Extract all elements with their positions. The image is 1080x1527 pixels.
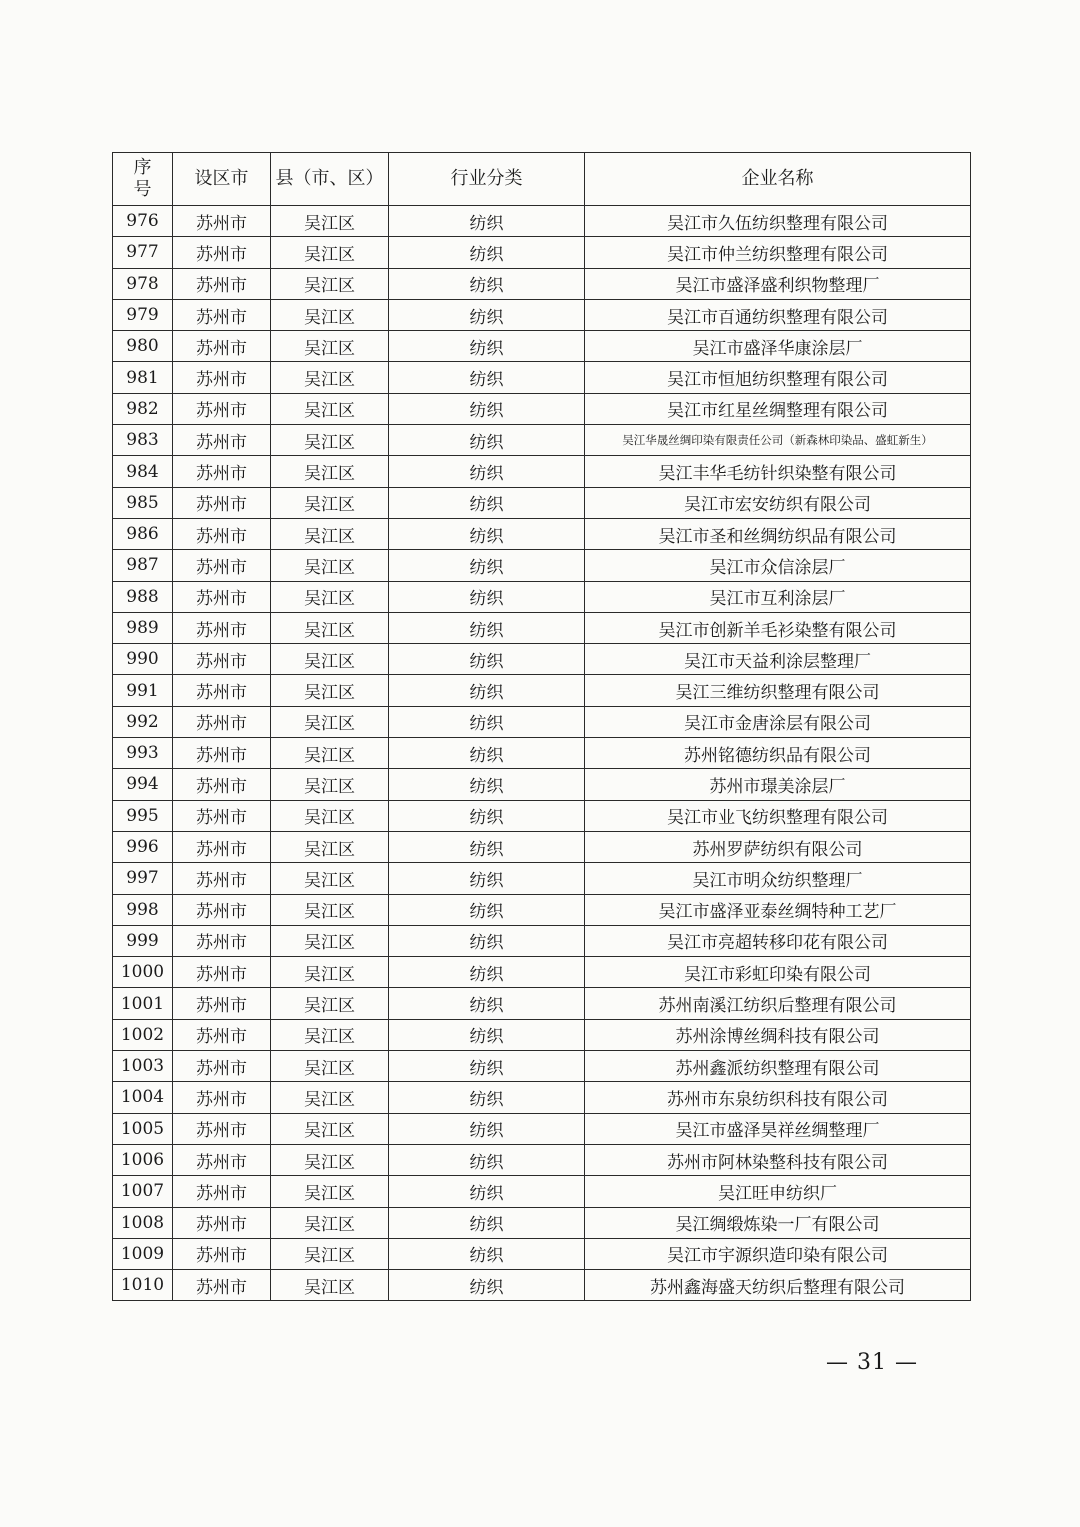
table-row <box>113 612 971 643</box>
cell-county: 吴江区 <box>271 1270 389 1301</box>
table-row <box>113 331 971 362</box>
cell-county: 吴江区 <box>271 1082 389 1113</box>
table-row <box>113 957 971 988</box>
cell-company: 吴江旺申纺织厂 <box>585 1176 971 1207</box>
cell-company: 吴江市红星丝绸整理有限公司 <box>585 393 971 424</box>
cell-company: 吴江市盛泽华康涂层厂 <box>585 331 971 362</box>
cell-county: 吴江区 <box>271 1019 389 1050</box>
cell-index: 990 <box>113 644 173 675</box>
header-county: 县（市、区） <box>271 153 389 206</box>
cell-county: 吴江区 <box>271 456 389 487</box>
cell-company: 吴江市业飞纺织整理有限公司 <box>585 800 971 831</box>
cell-company: 吴江市彩虹印染有限公司 <box>585 957 971 988</box>
cell-company: 吴江市盛泽盛利织物整理厂 <box>585 268 971 299</box>
cell-industry: 纺织 <box>389 1207 585 1238</box>
cell-city: 苏州市 <box>173 393 271 424</box>
table-row <box>113 206 971 237</box>
table-row <box>113 988 971 1019</box>
cell-index: 1006 <box>113 1144 173 1175</box>
cell-city: 苏州市 <box>173 1019 271 1050</box>
table-row <box>113 831 971 862</box>
cell-company: 苏州鑫派纺织整理有限公司 <box>585 1051 971 1082</box>
cell-city: 苏州市 <box>173 1238 271 1269</box>
cell-county: 吴江区 <box>271 393 389 424</box>
cell-index: 994 <box>113 769 173 800</box>
cell-industry: 纺织 <box>389 769 585 800</box>
cell-company: 苏州市阿林染整科技有限公司 <box>585 1144 971 1175</box>
cell-index: 981 <box>113 362 173 393</box>
cell-company: 苏州南溪江纺织后整理有限公司 <box>585 988 971 1019</box>
cell-industry: 纺织 <box>389 206 585 237</box>
cell-city: 苏州市 <box>173 1082 271 1113</box>
cell-city: 苏州市 <box>173 237 271 268</box>
table-row <box>113 675 971 706</box>
cell-index: 997 <box>113 863 173 894</box>
cell-industry: 纺织 <box>389 362 585 393</box>
cell-company: 吴江市百通纺织整理有限公司 <box>585 299 971 330</box>
cell-company: 吴江市盛泽亚泰丝绸特种工艺厂 <box>585 894 971 925</box>
cell-company: 吴江市创新羊毛衫染整有限公司 <box>585 612 971 643</box>
cell-industry: 纺织 <box>389 1113 585 1144</box>
cell-industry: 纺织 <box>389 550 585 581</box>
header-index-line1: 序 <box>133 157 152 178</box>
cell-city: 苏州市 <box>173 487 271 518</box>
cell-city: 苏州市 <box>173 1144 271 1175</box>
cell-index: 976 <box>113 206 173 237</box>
table-row <box>113 581 971 612</box>
cell-county: 吴江区 <box>271 487 389 518</box>
cell-company: 吴江市圣和丝绸纺织品有限公司 <box>585 518 971 549</box>
cell-city: 苏州市 <box>173 675 271 706</box>
cell-company: 吴江市天益利涂层整理厂 <box>585 644 971 675</box>
cell-county: 吴江区 <box>271 675 389 706</box>
cell-county: 吴江区 <box>271 237 389 268</box>
cell-index: 1009 <box>113 1238 173 1269</box>
cell-county: 吴江区 <box>271 1238 389 1269</box>
table-row <box>113 1176 971 1207</box>
cell-industry: 纺织 <box>389 1019 585 1050</box>
cell-company: 苏州鑫海盛天纺织后整理有限公司 <box>585 1270 971 1301</box>
cell-county: 吴江区 <box>271 331 389 362</box>
cell-index: 980 <box>113 331 173 362</box>
cell-industry: 纺织 <box>389 925 585 956</box>
cell-county: 吴江区 <box>271 612 389 643</box>
cell-city: 苏州市 <box>173 957 271 988</box>
cell-county: 吴江区 <box>271 800 389 831</box>
cell-city: 苏州市 <box>173 331 271 362</box>
cell-industry: 纺织 <box>389 456 585 487</box>
table-row <box>113 487 971 518</box>
cell-index: 979 <box>113 299 173 330</box>
header-index <box>113 153 173 206</box>
cell-index: 1010 <box>113 1270 173 1301</box>
cell-company: 吴江绸缎炼染一厂有限公司 <box>585 1207 971 1238</box>
enterprise-table <box>112 152 971 1301</box>
table-row <box>113 925 971 956</box>
cell-county: 吴江区 <box>271 268 389 299</box>
cell-county: 吴江区 <box>271 362 389 393</box>
cell-industry: 纺织 <box>389 738 585 769</box>
cell-index: 988 <box>113 581 173 612</box>
cell-city: 苏州市 <box>173 425 271 456</box>
cell-industry: 纺织 <box>389 518 585 549</box>
cell-index: 1008 <box>113 1207 173 1238</box>
cell-industry: 纺织 <box>389 1082 585 1113</box>
cell-index: 1000 <box>113 957 173 988</box>
cell-county: 吴江区 <box>271 738 389 769</box>
cell-county: 吴江区 <box>271 644 389 675</box>
cell-index: 993 <box>113 738 173 769</box>
table-body <box>113 206 971 1301</box>
cell-city: 苏州市 <box>173 362 271 393</box>
cell-index: 978 <box>113 268 173 299</box>
cell-index: 998 <box>113 894 173 925</box>
cell-city: 苏州市 <box>173 456 271 487</box>
cell-county: 吴江区 <box>271 425 389 456</box>
cell-company: 苏州市璟美涂层厂 <box>585 769 971 800</box>
cell-industry: 纺织 <box>389 1238 585 1269</box>
cell-county: 吴江区 <box>271 1176 389 1207</box>
cell-company: 吴江市盛泽昊祥丝绸整理厂 <box>585 1113 971 1144</box>
table-row <box>113 425 971 456</box>
cell-city: 苏州市 <box>173 706 271 737</box>
cell-industry: 纺织 <box>389 894 585 925</box>
cell-company: 吴江市仲兰纺织整理有限公司 <box>585 237 971 268</box>
cell-county: 吴江区 <box>271 925 389 956</box>
cell-county: 吴江区 <box>271 831 389 862</box>
cell-industry: 纺织 <box>389 863 585 894</box>
cell-city: 苏州市 <box>173 800 271 831</box>
cell-company: 吴江市恒旭纺织整理有限公司 <box>585 362 971 393</box>
table-row <box>113 1238 971 1269</box>
cell-industry: 纺织 <box>389 644 585 675</box>
cell-industry: 纺织 <box>389 268 585 299</box>
table-row <box>113 518 971 549</box>
cell-county: 吴江区 <box>271 1051 389 1082</box>
cell-city: 苏州市 <box>173 988 271 1019</box>
cell-company: 吴江市宇源织造印染有限公司 <box>585 1238 971 1269</box>
table-row <box>113 237 971 268</box>
cell-county: 吴江区 <box>271 894 389 925</box>
cell-industry: 纺织 <box>389 487 585 518</box>
cell-index: 985 <box>113 487 173 518</box>
cell-city: 苏州市 <box>173 1113 271 1144</box>
cell-industry: 纺织 <box>389 675 585 706</box>
cell-city: 苏州市 <box>173 1176 271 1207</box>
cell-index: 1004 <box>113 1082 173 1113</box>
cell-industry: 纺织 <box>389 237 585 268</box>
cell-county: 吴江区 <box>271 299 389 330</box>
table-row <box>113 456 971 487</box>
header-city: 设区市 <box>173 153 271 206</box>
header-company: 企业名称 <box>585 153 971 206</box>
cell-index: 995 <box>113 800 173 831</box>
cell-index: 1003 <box>113 1051 173 1082</box>
cell-city: 苏州市 <box>173 644 271 675</box>
table-row <box>113 706 971 737</box>
cell-industry: 纺织 <box>389 706 585 737</box>
cell-city: 苏州市 <box>173 299 271 330</box>
cell-index: 999 <box>113 925 173 956</box>
cell-county: 吴江区 <box>271 957 389 988</box>
cell-industry: 纺织 <box>389 831 585 862</box>
cell-company: 苏州罗萨纺织有限公司 <box>585 831 971 862</box>
cell-county: 吴江区 <box>271 550 389 581</box>
table-row <box>113 1113 971 1144</box>
cell-index: 996 <box>113 831 173 862</box>
cell-city: 苏州市 <box>173 550 271 581</box>
cell-city: 苏州市 <box>173 738 271 769</box>
table-row <box>113 863 971 894</box>
cell-county: 吴江区 <box>271 581 389 612</box>
cell-county: 吴江区 <box>271 1207 389 1238</box>
cell-city: 苏州市 <box>173 268 271 299</box>
cell-industry: 纺织 <box>389 299 585 330</box>
cell-city: 苏州市 <box>173 1051 271 1082</box>
cell-county: 吴江区 <box>271 769 389 800</box>
cell-city: 苏州市 <box>173 831 271 862</box>
cell-company: 吴江市互利涂层厂 <box>585 581 971 612</box>
table-row <box>113 894 971 925</box>
cell-county: 吴江区 <box>271 706 389 737</box>
table-row <box>113 299 971 330</box>
cell-city: 苏州市 <box>173 894 271 925</box>
cell-county: 吴江区 <box>271 1113 389 1144</box>
cell-city: 苏州市 <box>173 612 271 643</box>
cell-index: 1001 <box>113 988 173 1019</box>
table-row <box>113 1207 971 1238</box>
cell-index: 1005 <box>113 1113 173 1144</box>
cell-index: 977 <box>113 237 173 268</box>
cell-industry: 纺织 <box>389 1051 585 1082</box>
cell-index: 984 <box>113 456 173 487</box>
cell-city: 苏州市 <box>173 1270 271 1301</box>
cell-industry: 纺织 <box>389 1144 585 1175</box>
cell-city: 苏州市 <box>173 863 271 894</box>
cell-city: 苏州市 <box>173 769 271 800</box>
cell-city: 苏州市 <box>173 1207 271 1238</box>
cell-county: 吴江区 <box>271 988 389 1019</box>
table-row <box>113 644 971 675</box>
cell-industry: 纺织 <box>389 1176 585 1207</box>
cell-industry: 纺织 <box>389 800 585 831</box>
table-row <box>113 769 971 800</box>
cell-company: 苏州涂博丝绸科技有限公司 <box>585 1019 971 1050</box>
page-number: — 31 — <box>826 1350 918 1375</box>
cell-index: 1007 <box>113 1176 173 1207</box>
cell-index: 991 <box>113 675 173 706</box>
table-row <box>113 1270 971 1301</box>
table-row <box>113 268 971 299</box>
cell-industry: 纺织 <box>389 612 585 643</box>
cell-industry: 纺织 <box>389 581 585 612</box>
cell-industry: 纺织 <box>389 957 585 988</box>
cell-company: 吴江市亮超转移印花有限公司 <box>585 925 971 956</box>
cell-industry: 纺织 <box>389 988 585 1019</box>
cell-index: 986 <box>113 518 173 549</box>
cell-city: 苏州市 <box>173 925 271 956</box>
cell-industry: 纺织 <box>389 393 585 424</box>
cell-company: 吴江市宏安纺织有限公司 <box>585 487 971 518</box>
header-index-line2: 号 <box>133 179 152 200</box>
cell-company: 吴江华晟丝绸印染有限责任公司（新森林印染品、盛虹新生） <box>585 425 971 456</box>
table-row <box>113 550 971 581</box>
cell-city: 苏州市 <box>173 206 271 237</box>
cell-company: 吴江三维纺织整理有限公司 <box>585 675 971 706</box>
table-header-row <box>113 153 971 206</box>
cell-county: 吴江区 <box>271 518 389 549</box>
table-row <box>113 738 971 769</box>
cell-industry: 纺织 <box>389 425 585 456</box>
cell-company: 吴江市金唐涂层有限公司 <box>585 706 971 737</box>
cell-index: 1002 <box>113 1019 173 1050</box>
table-row <box>113 393 971 424</box>
table-row <box>113 1144 971 1175</box>
cell-county: 吴江区 <box>271 1144 389 1175</box>
cell-index: 983 <box>113 425 173 456</box>
cell-company: 吴江市明众纺织整理厂 <box>585 863 971 894</box>
cell-index: 982 <box>113 393 173 424</box>
cell-company: 苏州铭德纺织品有限公司 <box>585 738 971 769</box>
cell-county: 吴江区 <box>271 206 389 237</box>
cell-city: 苏州市 <box>173 581 271 612</box>
cell-city: 苏州市 <box>173 518 271 549</box>
cell-county: 吴江区 <box>271 863 389 894</box>
cell-company: 苏州市东泉纺织科技有限公司 <box>585 1082 971 1113</box>
table-row <box>113 1082 971 1113</box>
cell-index: 989 <box>113 612 173 643</box>
table-row <box>113 1051 971 1082</box>
cell-index: 992 <box>113 706 173 737</box>
table-row <box>113 1019 971 1050</box>
cell-company: 吴江市久伍纺织整理有限公司 <box>585 206 971 237</box>
cell-company: 吴江市众信涂层厂 <box>585 550 971 581</box>
header-industry: 行业分类 <box>389 153 585 206</box>
cell-industry: 纺织 <box>389 1270 585 1301</box>
table-row <box>113 362 971 393</box>
table-row <box>113 800 971 831</box>
cell-industry: 纺织 <box>389 331 585 362</box>
cell-index: 987 <box>113 550 173 581</box>
cell-company: 吴江丰华毛纺针织染整有限公司 <box>585 456 971 487</box>
